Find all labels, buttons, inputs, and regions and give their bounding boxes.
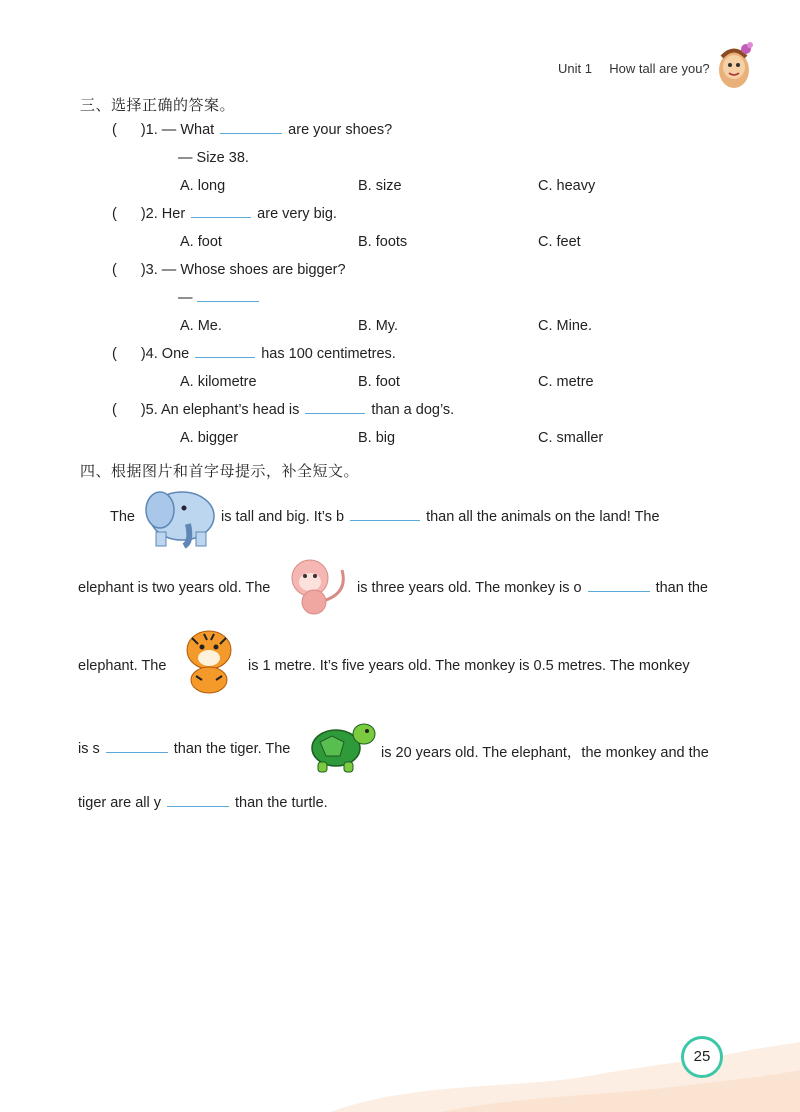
option-b[interactable]: B. My.: [358, 318, 399, 334]
option-a[interactable]: A. kilometre: [180, 374, 257, 390]
passage-line-5: tiger are all y than the turtle.: [78, 795, 328, 811]
section3-title: 三、选择正确的答案。: [80, 96, 236, 114]
option-a[interactable]: A. foot: [180, 234, 222, 250]
blank-field[interactable]: [588, 591, 650, 592]
question-5: ( )5. An elephant’s head is than a dog’s.: [112, 402, 455, 418]
passage-line-2b: is three years old. The monkey is o than the: [357, 580, 709, 596]
passage-line-3a: elephant. The: [78, 658, 167, 674]
option-a[interactable]: A. bigger: [180, 430, 239, 446]
question-3: ( )3. — Whose shoes are bigger?: [112, 262, 346, 278]
turtle-icon: [304, 712, 380, 778]
option-b[interactable]: B. big: [358, 430, 396, 446]
passage-line-1b: is tall and big. It’s b than all the animals on the land! The: [221, 509, 660, 525]
option-b[interactable]: B. size: [358, 178, 402, 194]
blank-field[interactable]: [350, 520, 420, 521]
passage-line-4: is s than the tiger. The: [78, 741, 291, 757]
elephant-icon: [138, 484, 216, 550]
question-4: ( )4. One has 100 centimetres.: [112, 346, 396, 362]
question-1: ( )1. — What are your shoes?: [112, 122, 393, 138]
question-2: ( )2. Her are very big.: [112, 206, 337, 222]
blank-field[interactable]: [195, 357, 255, 358]
option-c[interactable]: C. metre: [538, 374, 594, 390]
unit-title: How tall are you?: [609, 61, 710, 76]
option-c[interactable]: C. Mine.: [538, 318, 592, 334]
passage-line-4c: is 20 years old. The elephant，the monkey and the: [381, 745, 709, 761]
unit-label: Unit 1: [558, 61, 592, 76]
blank-field[interactable]: [167, 806, 229, 807]
blank-field[interactable]: [191, 217, 251, 218]
blank-field[interactable]: [305, 413, 365, 414]
page-number: 25: [681, 1036, 723, 1078]
tiger-icon: [174, 626, 244, 696]
blank-field[interactable]: [220, 133, 282, 134]
option-b[interactable]: B. foots: [358, 234, 408, 250]
decorative-wave: [0, 1030, 800, 1112]
option-a[interactable]: A. Me.: [180, 318, 222, 334]
option-a[interactable]: A. long: [180, 178, 226, 194]
blank-field[interactable]: [197, 301, 259, 302]
kid-mascot-icon: [712, 40, 756, 92]
passage-line-2a: elephant is two years old. The: [78, 580, 271, 596]
option-c[interactable]: C. smaller: [538, 430, 604, 446]
running-header: [558, 61, 710, 76]
passage-line-3b: is 1 metre. It’s five years old. The monkey is 0.5 metres. The monkey: [248, 658, 690, 674]
question-1-reply: — Size 38.: [178, 150, 249, 166]
question-3-reply: —: [178, 290, 265, 306]
option-c[interactable]: C. heavy: [538, 178, 596, 194]
section4-title: 四、根据图片和首字母提示，补全短文。: [80, 462, 360, 480]
option-c[interactable]: C. feet: [538, 234, 581, 250]
blank-field[interactable]: [106, 752, 168, 753]
passage-line-1a: The: [110, 509, 135, 525]
monkey-icon: [284, 556, 354, 620]
option-b[interactable]: B. foot: [358, 374, 400, 390]
